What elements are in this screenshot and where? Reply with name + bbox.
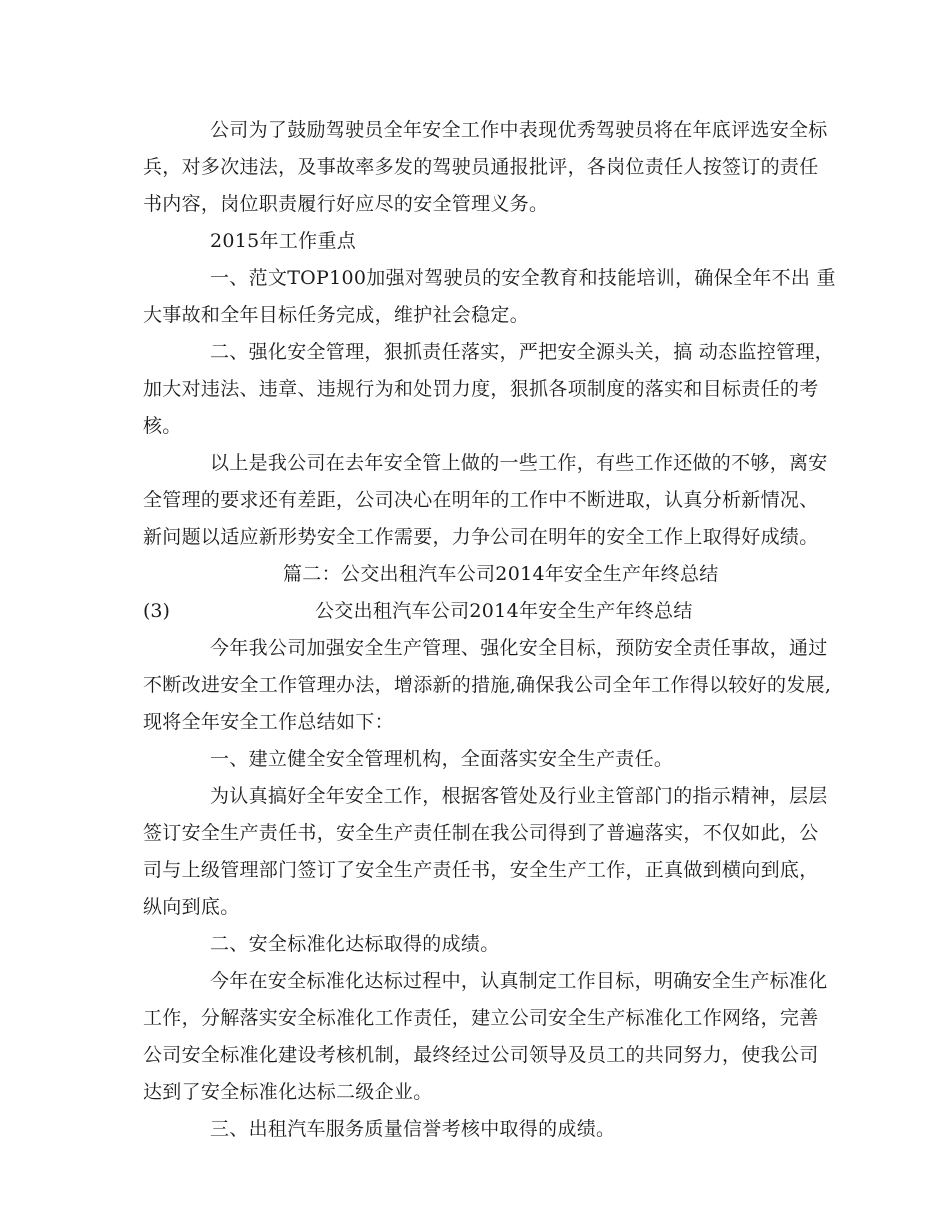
paragraph-line: 以上是我公司在去年安全管上做的一些工作，有些工作还做的不够，离安 bbox=[210, 452, 828, 474]
paragraph-line: 全管理的要求还有差距，公司决心在明年的工作中不断进取，认真分析新情况、 bbox=[143, 489, 819, 511]
paragraph-line: 司与上级管理部门签订了安全生产责任书，安全生产工作，正真做到横向到底， bbox=[143, 859, 819, 881]
paragraph-line: 一、范文TOP100加强对驾驶员的安全教育和技能培训，确保全年不出 重 bbox=[210, 267, 836, 289]
section-heading: 2015年工作重点 bbox=[210, 230, 357, 252]
paragraph-line: 书内容，岗位职责履行好应尽的安全管理义务。 bbox=[143, 193, 549, 215]
paragraph-line: 加大对违法、违章、违规行为和处罚力度，狠抓各项制度的落实和目标责任的考 bbox=[143, 378, 819, 400]
section-heading: 三、出租汽车服务质量信誉考核中取得的成绩。 bbox=[210, 1118, 616, 1140]
paragraph-line: 今年我公司加强安全生产管理、强化安全目标，预防安全责任事故，通过 bbox=[210, 637, 828, 659]
paragraph-line: 纵向到底。 bbox=[143, 896, 240, 918]
document-title: 公交出租汽车公司2014年安全生产年终总结 bbox=[315, 600, 693, 622]
paragraph-line: 大事故和全年目标任务完成，维护社会稳定。 bbox=[143, 304, 530, 326]
paragraph-line: 今年在安全标准化达标过程中，认真制定工作目标，明确安全生产标准化 bbox=[210, 970, 828, 992]
section-heading: 二、安全标准化达标取得的成绩。 bbox=[210, 933, 500, 955]
paragraph-line: 为认真搞好全年安全工作，根据客管处及行业主管部门的指示精神，层层 bbox=[210, 785, 828, 807]
paragraph-line: 兵，对多次违法，及事故率多发的驾驶员通报批评，各岗位责任人按签订的责任 bbox=[143, 156, 819, 178]
paragraph-line: 不断改进安全工作管理办法，增添新的措施,确保我公司全年工作得以较好的发展, bbox=[143, 674, 832, 696]
paragraph-line: 公司为了鼓励驾驶员全年安全工作中表现优秀驾驶员将在年底评选安全标 bbox=[210, 119, 828, 141]
paragraph-line: 工作，分解落实安全标准化工作责任，建立公司安全生产标准化工作网络，完善 bbox=[143, 1007, 819, 1029]
paragraph-line: 二、强化安全管理，狠抓责任落实，严把安全源头关，搞 动态监控管理， bbox=[210, 341, 834, 363]
paragraph-line: 签订安全生产责任书，安全生产责任制在我公司得到了普遍落实，不仅如此，公 bbox=[143, 822, 819, 844]
paragraph-line: 公司安全标准化建设考核机制，最终经过公司领导及员工的共同努力，使我公司 bbox=[143, 1044, 819, 1066]
paragraph-line: 核。 bbox=[143, 415, 182, 437]
paragraph-line: 新问题以适应新形势安全工作需要，力争公司在明年的安全工作上取得好成绩。 bbox=[143, 526, 819, 548]
paragraph-line: 现将全年安全工作总结如下： bbox=[143, 711, 394, 733]
paragraph-line: 达到了安全标准化达标二级企业。 bbox=[143, 1081, 433, 1103]
section-number: (3) bbox=[143, 600, 170, 622]
section-heading: 一、建立健全安全管理机构，全面落实安全生产责任。 bbox=[210, 748, 674, 770]
chapter-title: 篇二：公交出租汽车公司2014年安全生产年终总结 bbox=[283, 563, 719, 585]
